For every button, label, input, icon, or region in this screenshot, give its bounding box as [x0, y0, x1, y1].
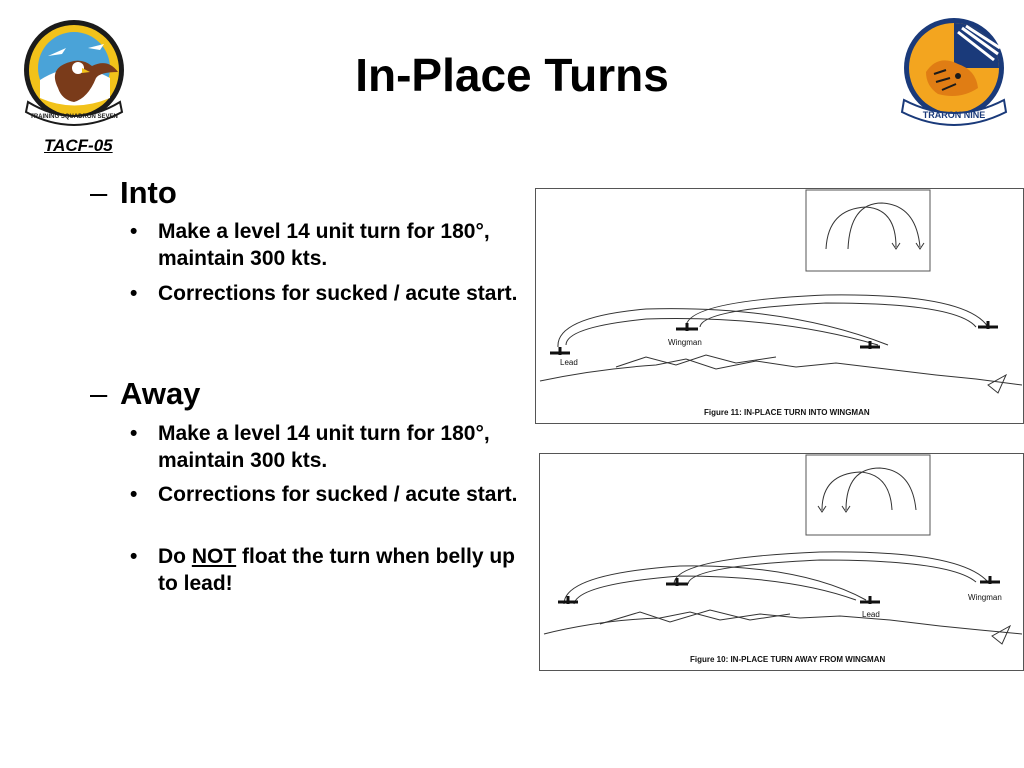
- bullet-text-pre: Do: [158, 545, 192, 568]
- dash-marker: –: [90, 376, 108, 411]
- wingman-label: Wingman: [968, 593, 1002, 602]
- bullet-dot: •: [130, 422, 138, 445]
- bullet-item: [130, 420, 530, 474]
- wingman-jet-icon: [676, 323, 698, 331]
- heading-text: Into: [120, 175, 177, 210]
- wingman-label: Wingman: [668, 338, 702, 347]
- bullet-dot: •: [130, 483, 138, 506]
- emphasis-not: NOT: [191, 545, 237, 568]
- lead-label: Lead: [862, 610, 880, 619]
- jet-icon: [558, 596, 578, 604]
- figure-caption: Figure 11: IN-PLACE TURN INTO WINGMAN: [704, 408, 870, 417]
- heading-text: Away: [120, 376, 201, 411]
- course-tag: TACF-05: [44, 136, 113, 155]
- bullet-text: Corrections for sucked / acute start.: [158, 483, 518, 506]
- bullet-dot: •: [130, 282, 138, 305]
- bullet-dot: •: [130, 220, 138, 243]
- bullet-text: Corrections for sucked / acute start.: [158, 282, 518, 305]
- bullet-dot: •: [130, 545, 138, 568]
- section-heading-into: [90, 175, 177, 211]
- turn-away-diagram: [540, 454, 1023, 670]
- slide-title: In-Place Turns: [355, 49, 669, 101]
- bullet-text: Make a level 14 unit turn for 180°, maintain 300 kts.: [158, 422, 490, 472]
- bullet-item: [130, 543, 530, 597]
- bullet-item: [130, 280, 530, 307]
- dash-marker: –: [90, 175, 108, 210]
- inset-box: [806, 190, 930, 271]
- figure-turn-away-from-wingman: [539, 453, 1024, 671]
- bullet-text: Make a level 14 unit turn for 180°, maintain 300 kts.: [158, 220, 490, 270]
- bullet-text: [158, 543, 530, 597]
- turn-into-diagram: [536, 189, 1023, 423]
- figure-turn-into-wingman: [535, 188, 1024, 424]
- figure-caption: Figure 10: IN-PLACE TURN AWAY FROM WINGMAN: [690, 655, 886, 664]
- lead-jet-icon: [860, 596, 880, 604]
- bullet-item: [130, 218, 530, 272]
- lead-jet-icon: [550, 347, 570, 355]
- jet-icon: [978, 321, 998, 329]
- lead-label: Lead: [560, 358, 578, 367]
- svg-text:TRAINING SQUADRON SEVEN: TRAINING SQUADRON SEVEN: [30, 114, 118, 120]
- section-heading-away: [90, 376, 200, 412]
- bullet-item: [130, 481, 530, 508]
- svg-text:TRARON NINE: TRARON NINE: [922, 110, 986, 120]
- bullet-text-post: float the turn when belly up to lead!: [158, 545, 515, 595]
- jet-icon: [666, 578, 688, 586]
